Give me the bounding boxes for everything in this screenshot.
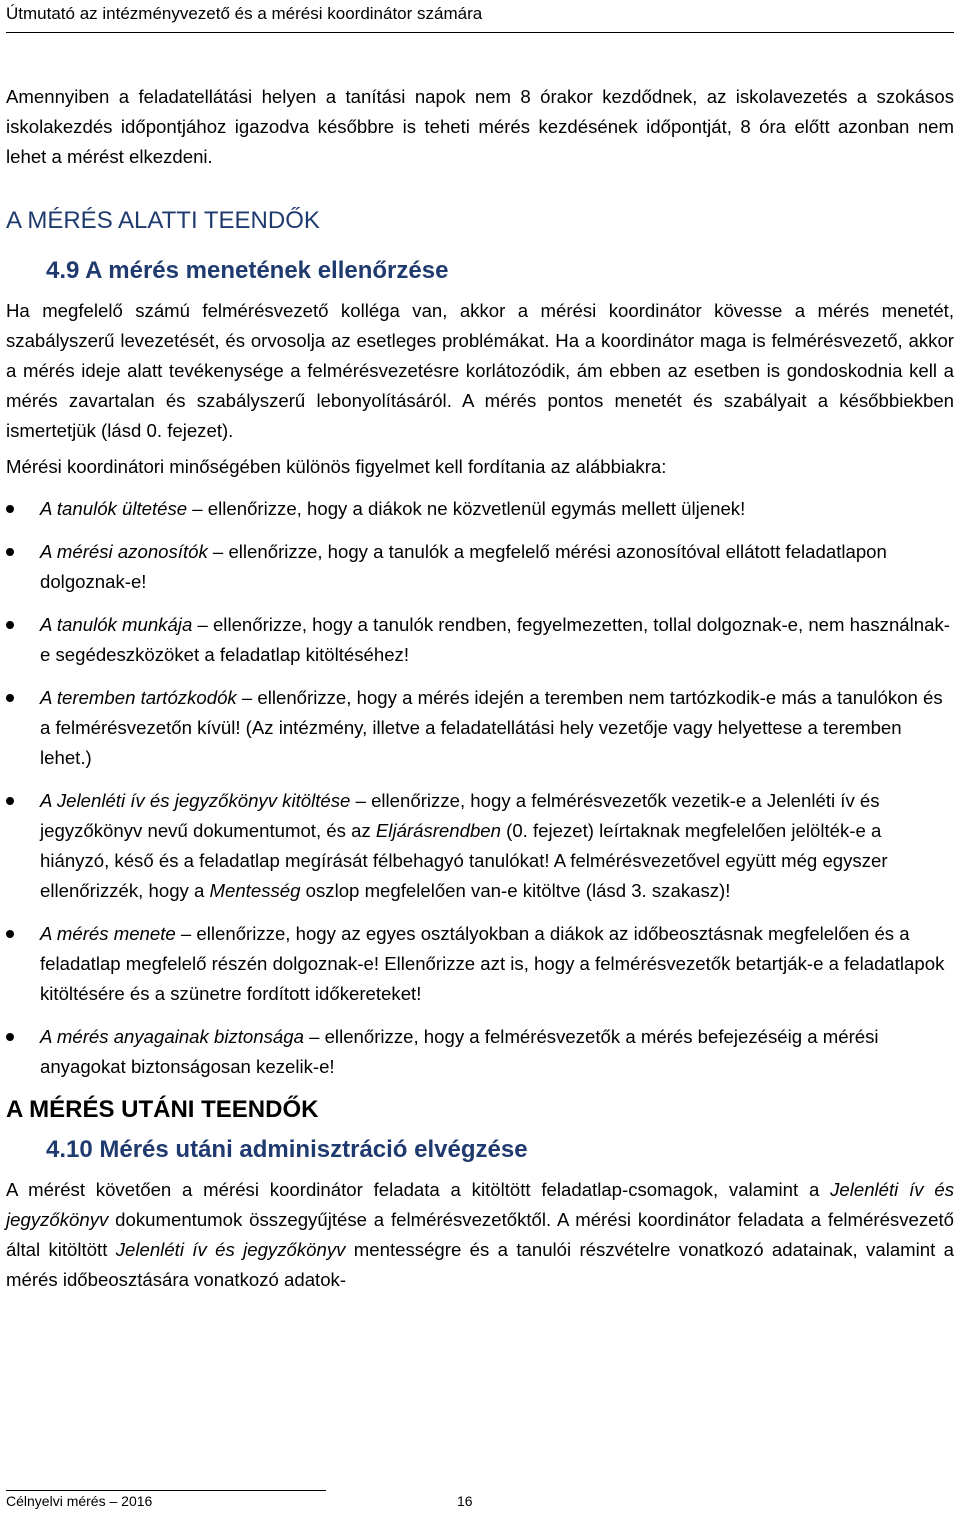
- section-heading-after: A MÉRÉS UTÁNI TEENDŐK: [6, 1096, 319, 1123]
- bullet-icon: [6, 694, 14, 702]
- page-content: [6, 82, 954, 1295]
- item-title: A tanulók ültetése: [40, 498, 188, 519]
- item-text: (0. fejezet) leírtaknak megfelelően jelölték-e a hiányzó, késő és a feladatlap megírását félbehagyó tanulókat! A felmérésvezetővel együtt még egyszer ellenőrizzék, hogy a: [40, 820, 888, 901]
- paragraph-text: A mérést követően a mérési koordinátor feladata a kitöltött feladatlap-csomagok, valamint a: [6, 1179, 831, 1200]
- paragraph-text: mentességre és a tanulói részvételre vonatkozó adatainak, valamint a mérés időbeosztására vonatkozó adatok-: [6, 1239, 954, 1290]
- item-title: A tanulók munkája: [40, 614, 193, 635]
- list-item: [6, 1022, 954, 1082]
- footer-title: Célnyelvi mérés – 2016: [6, 1493, 153, 1509]
- item-text: oszlop megfelelően van-e kitöltve (lásd 3. szakasz)!: [300, 880, 731, 901]
- page-number: 16: [457, 1493, 473, 1509]
- bullet-icon: [6, 930, 14, 938]
- item-text: – ellenőrizze, hogy a tanulók a megfelelő mérési azonosítóval ellátott feladatlapon dolgoznak-e!: [40, 541, 887, 592]
- item-title: A mérés anyagainak biztonsága: [40, 1026, 304, 1047]
- item-text: – ellenőrizze, hogy a diákok ne közvetlenül egymás mellett üljenek!: [187, 498, 746, 519]
- item-title: A mérés menete: [40, 923, 176, 944]
- item-text: – ellenőrizze, hogy az egyes osztályokban a diákok az időbeosztásnak megfelelően és a feladatlap megfelelő részén dolgoznak-e! Ellenőrizze azt is, hogy a felmérésvezetők betartják-e a feladatlapok kitöltésére és a szünetre fordított időkereteket!: [40, 923, 945, 1004]
- item-text: – ellenőrizze, hogy a mérés idején a teremben nem tartózkodik-e más a tanulókon és a felmérésvezetőn kívül! (Az intézmény, illetve a feladatellátási hely vezetője vagy helyettese a teremben lehet.): [40, 687, 943, 768]
- paragraph-emphasis: Jelenléti ív és jegyzőkönyv: [115, 1239, 346, 1260]
- item-text: – ellenőrizze, hogy a tanulók rendben, fegyelmezetten, tollal dolgoznak-e, nem használnak-e segédeszközöket a feladatlap kitöltéséhez!: [40, 614, 950, 665]
- item-emphasis: Eljárásrendben: [375, 820, 501, 841]
- running-header: Útmutató az intézményvezető és a mérési koordinátor számára: [6, 4, 483, 23]
- paragraph-check: Ha megfelelő számú felmérésvezető kolléga van, akkor a mérési koordinátor kövesse a mérés menetét, szabályszerű levezetését, és orvosolja az esetleges problémákat. Ha a koordinátor maga is felmérésvezető, akkor a mérés ideje alatt tevékenysége a felmérésvezetésre korlátozódik, ám ebben az esetben is gondoskodnia kell a mérés zavartalan és szabályszerű lebonyolításáról. A mérés pontos menetét és szabályait a későbbiekben ismertetjük (lásd 0. fejezet).: [6, 300, 954, 441]
- header-rule: [6, 32, 954, 33]
- checklist: [6, 494, 954, 1082]
- item-text: – ellenőrizze, hogy a felmérésvezetők a mérés befejezéséig a mérési anyagokat biztonságosan kezelik-e!: [40, 1026, 879, 1077]
- footer-rule: [6, 1490, 326, 1491]
- intro-paragraph: Amennyiben a feladatellátási helyen a tanítási napok nem 8 órakor kezdődnek, az iskolavezetés a szokásos iskolakezdés időpontjához igazodva későbbre is teheti mérés kezdésének időpontját, 8 óra előtt azonban nem lehet a mérést elkezdeni.: [6, 86, 954, 167]
- paragraph-lead: Mérési koordinátori minőségében különös figyelmet kell fordítania az alábbiakra:: [6, 456, 667, 477]
- bullet-icon: [6, 1033, 14, 1041]
- item-title: A teremben tartózkodók: [40, 687, 237, 708]
- paragraph-admin: [6, 1175, 954, 1295]
- list-item: [6, 610, 954, 670]
- subheading-4-10: 4.10 Mérés utáni adminisztráció elvégzése: [46, 1136, 528, 1163]
- item-title: A mérési azonosítók: [40, 541, 208, 562]
- bullet-icon: [6, 548, 14, 556]
- list-item: [6, 494, 954, 524]
- section-heading-during: A MÉRÉS ALATTI TEENDŐK: [6, 207, 320, 234]
- item-title: A Jelenléti ív és jegyzőkönyv kitöltése: [40, 790, 351, 811]
- paragraph-emphasis: Jelenléti ív és jegyzőkönyv: [6, 1179, 955, 1230]
- list-item: [6, 683, 954, 773]
- item-emphasis: Mentesség: [209, 880, 301, 901]
- list-item: [6, 919, 954, 1009]
- list-item: [6, 537, 954, 597]
- bullet-icon: [6, 797, 14, 805]
- paragraph-text: dokumentumok összegyűjtése a felmérésvezetőktől. A mérési koordinátor feladata a felmérésvezető által kitöltött: [6, 1209, 954, 1260]
- item-text: – ellenőrizze, hogy a felmérésvezetők vezetik-e a Jelenléti ív és jegyzőkönyv nevű dokumentumot, és az: [40, 790, 880, 841]
- bullet-icon: [6, 505, 14, 513]
- list-item: [6, 786, 954, 906]
- subheading-4-9: 4.9 A mérés menetének ellenőrzése: [46, 257, 449, 284]
- bullet-icon: [6, 621, 14, 629]
